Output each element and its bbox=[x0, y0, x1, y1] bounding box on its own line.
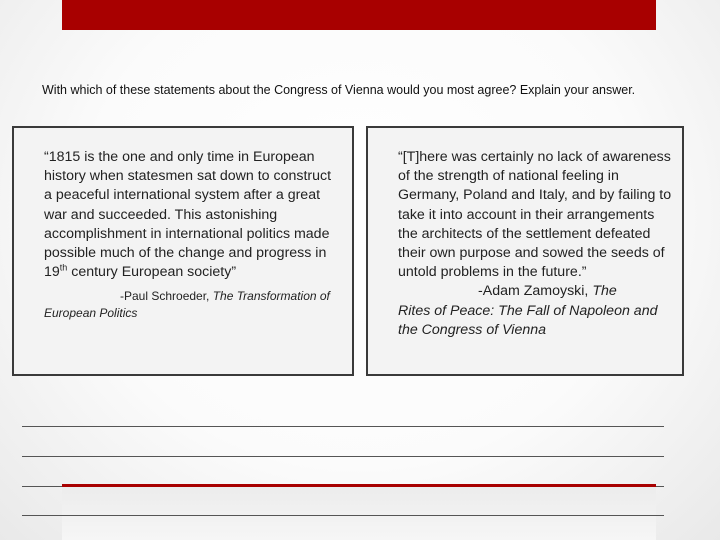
quote-left-author: -Paul Schroeder, bbox=[120, 289, 213, 304]
answer-line-4 bbox=[22, 515, 664, 516]
quote-right-attribution bbox=[398, 282, 672, 340]
quote-box-right bbox=[366, 126, 684, 376]
quote-box-left bbox=[12, 126, 354, 376]
top-accent-bar bbox=[62, 0, 656, 30]
bottom-accent-bar bbox=[62, 484, 656, 487]
bottom-shade bbox=[62, 487, 656, 540]
quote-left-work: The Transformation of European Politics bbox=[44, 289, 330, 320]
quote-right-work-line1: The bbox=[592, 283, 617, 300]
quote-left-text-part2: century European society” bbox=[67, 264, 237, 281]
quote-left-text-part1: “1815 is the one and only time in European history when statesmen sat down to construct a peaceful international system after a great war and succeeded. This astonishing accomplishment in international politics made possible much of the change and progress in 19 bbox=[44, 149, 332, 281]
quote-right-work-line2: Rites of Peace: The Fall of Napoleon and the Congress of Vienna bbox=[398, 302, 658, 338]
quote-left-attribution bbox=[44, 288, 338, 321]
answer-line-2 bbox=[22, 456, 664, 457]
quote-right-text: “[T]here was certainly no lack of awareness of the strength of national feeling in Germany, Poland and Italy, and by failing to take it into account in their arrangements the architects of the settlement defeated their own purpose and sowed the seeds of untold problems in the future.” bbox=[398, 149, 672, 281]
prompt-text: With which of these statements about the Congress of Vienna would you most agree? Explain your answer. bbox=[42, 83, 636, 97]
answer-line-1 bbox=[22, 426, 664, 427]
quote-left-superscript: th bbox=[59, 262, 68, 273]
quote-left-text bbox=[44, 148, 338, 282]
quote-right-author: -Adam Zamoyski, bbox=[478, 283, 593, 300]
